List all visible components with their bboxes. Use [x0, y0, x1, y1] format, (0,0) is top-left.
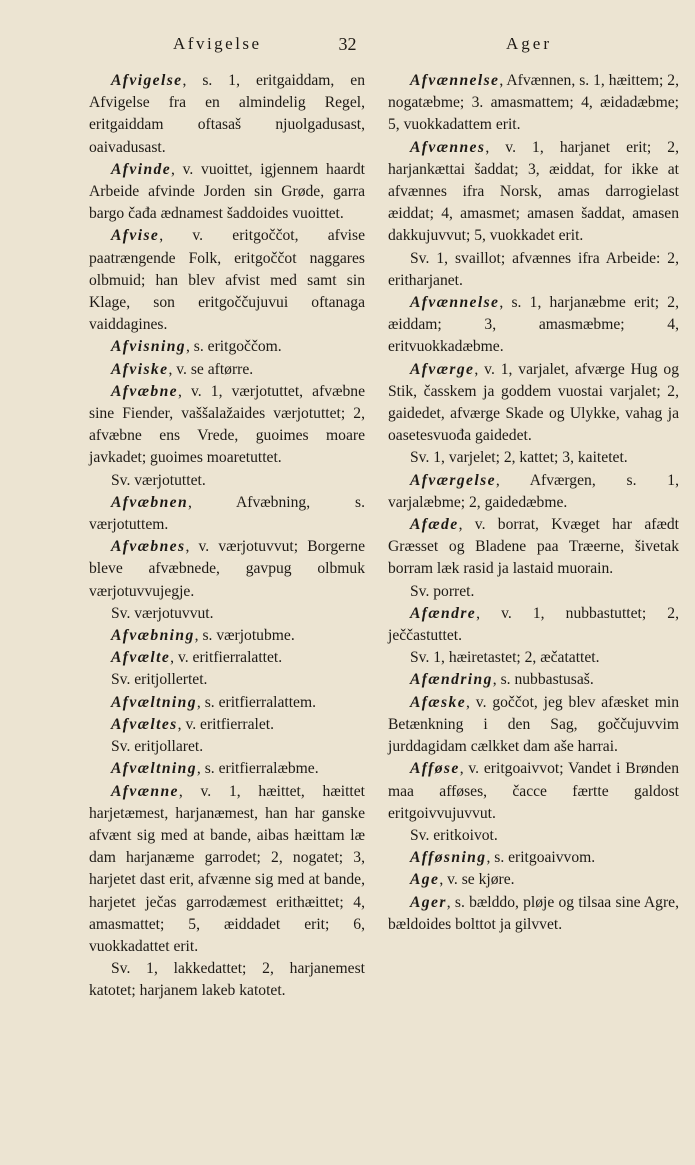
entry-afvaelte: Afvælte, v. eritfierralattet. — [111, 649, 283, 667]
entry-age: Age, v. se kjøre. — [410, 871, 515, 889]
entry-afviske: Afviske, v. se aftørre. — [111, 360, 254, 378]
entry-afvaenne: Afvænne, v. 1, hæittet, hæittet harjetæmest, harjanæmest, han har ganske afvænt sig med at bande, aibas hæittam læ dam harjanæme garrodet; 2, nogatet; 3, harjetet dast erit, afvænne sig med at bande, harjetet ječas garrodæmest erithæittet; 4, amasmattet; 5, æiddadet erit; 6, vuokkadattet erit. — [89, 782, 365, 955]
entry-swedish-note: Sv. porret. — [410, 582, 475, 600]
entry-afvaeltning-2: Afvæltning, s. eritfierralæbme. — [111, 760, 319, 778]
headword: Afvæbning — [111, 627, 195, 645]
entry-afvaebne: Afvæbne, v. 1, værjotuttet, afvæbne sine Fiender, vaššalažaides værjotuttet; 2, afvæbne ens Vrede, guoimes moare javkadet; guoimes moaretuttet. — [89, 382, 365, 467]
headword: Afvænnes — [410, 138, 486, 156]
headword: Afændring — [410, 671, 493, 689]
entry-afvaennelse: Afvænnelse, Afvænnen, s. 1, hæittem; 2, nogatæbme; 3. amasmattem; 4, æidadæbme; 5, vuokkadattem erit. — [388, 72, 679, 134]
entry-swedish-note: Sv. 1, svaillot; afvænnes ifra Arbeide: 2, eritharjanet. — [388, 249, 679, 289]
entry-afaeske: Afæske, v. goččot, jeg blev afæsket min Betænkning i den Sag, goččujuvvim jurddagidam cælkket dam aše harrai. — [388, 693, 679, 756]
running-header — [0, 34, 695, 62]
headword: Afvæltes — [111, 715, 178, 733]
headword: Afvænnelse — [410, 72, 500, 89]
entry-swedish-note: Sv. eritkoivot. — [410, 826, 498, 844]
entry-swedish-note: Sv. eritjollaret. — [111, 738, 204, 756]
entry-affosning: Afføsning, s. eritgoaivvom. — [410, 849, 596, 867]
entry-afvaeltning: Afvæltning, s. eritfierralattem. — [111, 693, 316, 711]
headword: Afvisning — [111, 338, 186, 356]
headword: Afvigelse — [111, 72, 183, 89]
entry-swedish-note: Sv. 1, hæiretastet; 2, æčatattet. — [410, 649, 600, 667]
headword: Afføse — [410, 760, 460, 778]
headword: Afvælte — [111, 649, 171, 667]
headword: Afvinde — [111, 160, 172, 178]
headword: Age — [410, 871, 440, 889]
entry-afvaergelse: Afværgelse, Afværgen, s. 1, varjalæbme; 2, gaidedæbme. — [388, 471, 679, 511]
entry-afvigelse: Afvigelse, s. 1, eritgaiddam, en Afvigelse fra en almindelig Regel, eritgaiddam oftasaš njuolgadusast, oaivadusast. — [89, 72, 365, 156]
header-last-word: Ager — [506, 34, 552, 53]
headword: Afændre — [410, 604, 477, 622]
headword: Afvæbnen — [111, 493, 189, 511]
entry-afvisning: Afvisning, s. eritgoččom. — [111, 338, 282, 356]
headword: Afværge — [410, 360, 475, 378]
headword: Afæske — [410, 693, 467, 711]
headword: Afæde — [410, 516, 459, 534]
entry-afvise: Afvise, v. eritgoččot, afvise paatrængende Folk, eritgoččot naggares olbmuid; han blev afvist med samt sin Klage, son eritgoččujuvui oftanaga vaiddagines. — [89, 227, 365, 334]
entry-afvaebning: Afvæbning, s. værjotubme. — [111, 627, 295, 645]
entry-ager: Ager, s. bælddo, pløje og tilsaa sine Agre, bældoides bolttot ja gilvvet. — [388, 893, 679, 933]
headword: Afføsning — [410, 849, 487, 867]
entry-swedish-note: Sv. 1, lakkedattet; 2, harjanemest katotet; harjanem lakeb katotet. — [89, 960, 365, 1000]
entry-afvaennelse-2: Afvænnelse, s. 1, harjanæbme erit; 2, æiddam; 3, amasmæbme; 4, eritvuokkadæbme. — [388, 294, 679, 356]
left-column — [89, 70, 365, 1003]
entry-afaendring: Afændring, s. nubbastusaš. — [410, 671, 594, 689]
headword: Afvænnelse — [410, 294, 500, 312]
headword: Afvæbne — [111, 382, 178, 400]
entry-swedish-note: Sv. eritjollertet. — [111, 671, 208, 689]
entry-afvaebnes: Afvæbnes, v. værjotuvvut; Borgerne bleve afvæbnede, gavpug olbmuk værjotuvvujegje. — [89, 538, 365, 600]
entry-afaendre: Afændre, v. 1, nubbastuttet; 2, ječčastuttet. — [388, 604, 679, 645]
entry-swedish-note: Sv. 1, varjelet; 2, kattet; 3, kaitetet. — [410, 449, 628, 467]
entry-swedish-note: Sv. værjotuvvut. — [111, 604, 214, 622]
page-number: 32 — [338, 34, 357, 54]
headword: Afvise — [111, 227, 160, 245]
entry-afvaeltes: Afvæltes, v. eritfierralet. — [111, 715, 275, 733]
headword: Afviske — [111, 360, 169, 378]
entry-affose: Afføse, v. eritgoaivvot; Vandet i Brønden maa afføses, čacce færtte galdost eritgoivvujuvvut. — [388, 760, 679, 822]
headword: Afværgelse — [410, 471, 496, 489]
header-first-word: Afvigelse — [173, 34, 262, 53]
headword: Afvænne — [111, 782, 179, 800]
headword: Afvæbnes — [111, 538, 186, 556]
headword: Ager — [410, 893, 447, 911]
entry-swedish-note: Sv. værjotuttet. — [111, 471, 206, 489]
headword: Afvæltning — [111, 693, 197, 711]
headword: Afvæltning — [111, 760, 197, 778]
entry-afvaerge: Afværge, v. 1, varjalet, afværge Hug og Stik, časskem ja goddem vuostai varjalet; 2, gaidedet, afværge Skade og Ulykke, vahag ja oasetesvuođa gaidedet. — [388, 360, 679, 445]
entry-afaede: Afæde, v. borrat, Kvæget har afædt Græsset og Bladene paa Træerne, šivetak borram læk rasid ja lastaid muorain. — [388, 516, 679, 578]
entry-afvinde: Afvinde, v. vuoittet, igjennem haardt Arbeide afvinde Jorden sin Grøde, garra bargo čađa ædnamest šaddoides vuoittet. — [89, 160, 365, 223]
entry-afvaennes: Afvænnes, v. 1, harjanet erit; 2, harjankættai šaddat; 3, æiddat, for ikke at afvænnes ifra Norsk, amas darrogielast æiddat; 4, amasmet; amasen šaddat, amasen dakkujuvvut; 5, vuokkadet erit. — [388, 138, 679, 245]
entry-afvaebnen: Afvæbnen, Afvæbning, s. værjotuttem. — [89, 493, 365, 534]
right-column — [388, 70, 679, 936]
